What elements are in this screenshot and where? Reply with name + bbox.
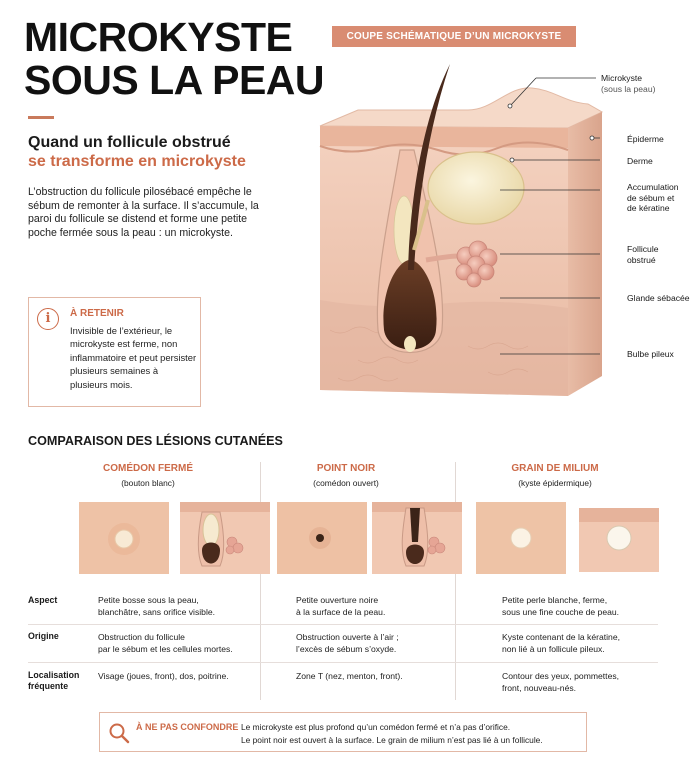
page-title [24, 16, 324, 102]
cell-aspect-milium: Petite perle blanche, ferme, sous une fine couche de peau. [502, 595, 620, 617]
point-noir-section-illustration [372, 502, 462, 574]
comedon-skin-photo [79, 502, 169, 574]
comparison-title: COMPARAISON DES LÉSIONS CUTANÉES [28, 434, 283, 448]
cell-origine-milium: Kyste contenant de la kératine, non lié à un follicule pileux. [502, 632, 621, 654]
label-microkyste-title: Microkyste [601, 73, 643, 83]
label-accumulation-1: Accumulation [627, 182, 679, 192]
title-line-2: SOUS LA PEAU [24, 57, 325, 103]
retenir-box [28, 297, 201, 407]
retenir-title: À RETENIR [70, 308, 124, 319]
label-accumulation [627, 182, 679, 214]
label-accumulation-2: de sébum et [627, 192, 675, 203]
diagram-leader-lines [500, 60, 600, 380]
label-glande: Glande sébacée [627, 293, 690, 303]
label-follicule-1: Follicule [627, 244, 659, 254]
col-subtitle-milium: (kyste épidermique) [518, 478, 592, 488]
col-title-point-noir: POINT NOIR [316, 463, 376, 474]
milium-section-illustration [579, 508, 659, 572]
cell-origine-comedon: Obstruction du follicule par le sébum et les cellules mortes. [98, 632, 233, 654]
row-divider [28, 624, 658, 625]
label-bulbe: Bulbe pileux [627, 349, 674, 359]
row-label-origine: Origine [28, 631, 59, 641]
info-icon: i [37, 308, 59, 330]
comedon-section-illustration [180, 502, 270, 574]
cell-aspect-comedon: Petite bosse sous la peau, blanchâtre, sans orifice visible. [98, 595, 216, 617]
diagram-banner: COUPE SCHÉMATIQUE D’UN MICROKYSTE [332, 26, 576, 47]
title-underline [28, 116, 54, 119]
row-label-localisation: Localisation fréquente [28, 670, 80, 691]
col-subtitle-point-noir: (comédon ouvert) [313, 478, 379, 488]
subtitle-line-2: se transforme en microkyste [28, 153, 246, 170]
cell-origine-point-noir: Obstruction ouverte à l’air ; l’excès de sébum s’oxyde. [296, 632, 399, 654]
magnifier-icon [108, 722, 130, 744]
column-divider [260, 462, 261, 700]
label-microkyste [601, 73, 655, 94]
intro-text: L’obstruction du follicule pilosébacé empêche le sébum de remonter à la surface. Il s’accumule, la paroi du follicule se distend et forme une petite poche fermée sous la peau : un microkyste. [28, 186, 259, 239]
label-follicule [627, 244, 659, 265]
label-derme: Derme [627, 156, 653, 166]
title-line-1: MICROKYSTE [24, 14, 293, 60]
column-divider [455, 462, 456, 700]
cell-aspect-point-noir: Petite ouverture noire à la surface de la peau. [296, 595, 386, 617]
confuse-title: À NE PAS CONFONDRE [136, 722, 239, 732]
col-title-milium: GRAIN DE MILIUM [511, 463, 599, 474]
col-subtitle-comedon: (bouton blanc) [121, 478, 175, 488]
milium-skin-photo [476, 502, 566, 574]
row-divider [28, 662, 658, 663]
subtitle-line-1: Quand un follicule obstrué [28, 134, 231, 151]
label-accumulation-3: de kératine [627, 203, 670, 214]
cell-localisation-comedon: Visage (joues, front), dos, poitrine. [98, 671, 229, 681]
row-label-aspect: Aspect [28, 595, 58, 605]
confuse-text: Le microkyste est plus profond qu’un comédon fermé et n’a pas d’orifice. Le point noir est ouvert à la surface. Le grain de milium n’est pas lié à un follicule. [241, 722, 543, 745]
label-epiderme: Épiderme [627, 134, 664, 144]
col-title-comedon: COMÉDON FERMÉ [103, 463, 193, 474]
retenir-text: Invisible de l’extérieur, le microkyste est ferme, non inflammatoire et peut persister plusieurs semaines à plusieurs mois. [70, 325, 197, 390]
point-noir-skin-photo [277, 502, 367, 574]
confuse-box [99, 712, 587, 752]
cell-localisation-milium: Contour des yeux, pommettes, front, nouveau-nés. [502, 671, 620, 693]
label-follicule-2: obstrué [627, 254, 656, 265]
cell-localisation-point-noir: Zone T (nez, menton, front). [296, 671, 403, 681]
label-microkyste-sub: (sous la peau) [601, 83, 656, 94]
